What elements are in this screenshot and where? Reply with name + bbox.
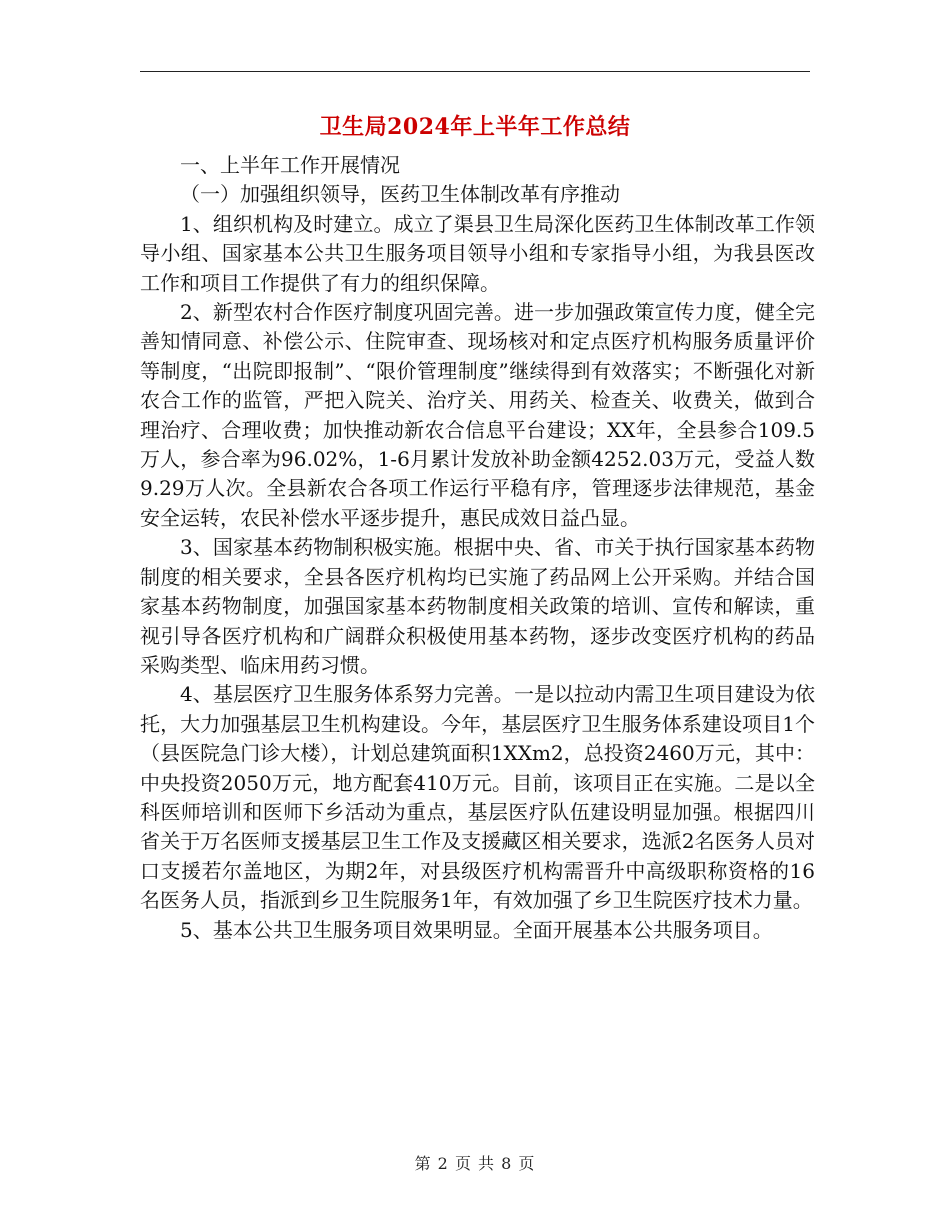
section-heading: 一、上半年工作开展情况 [180,153,400,177]
paragraph-3: 3、国家基本药物制积极实施。根据中央、省、市关于执行国家基本药物制度的相关要求，全县各医疗机构均已实施了药品网上公开采购。并结合国家基本药物制度，加强国家基本药物制度相关政策的培训、宣传和解读，重视引导各医疗机构和广阔群众积极使用基本药物，逐步改变医疗机构的药品采购类型、临床用药习惯。 [140,535,815,677]
document-body [140,151,815,945]
paragraph-1: 1、组织机构及时建立。成立了渠县卫生局深化医药卫生体制改革工作领导小组、国家基本公共卫生服务项目领导小组和专家指导小组，为我县医改工作和项目工作提供了有力的组织保障。 [140,211,815,295]
paragraph-4: 4、基层医疗卫生服务体系努力完善。一是以拉动内需卫生项目建设为依托，大力加强基层卫生机构建设。今年，基层医疗卫生服务体系建设项目1个（县医院急门诊大楼），计划总建筑面积1XXm2，总投资2460万元，其中：中央投资2050万元，地方配套410万元。目前，该项目正在实施。二是以全科医师培训和医师下乡活动为重点，基层医疗队伍建设明显加强。根据四川省关于万名医师支援基层卫生工作及支援藏区相关要求，选派2名医务人员对口支援若尔盖地区，为期2年，对县级医疗机构需晋升中高级职称资格的16名医务人员，指派到乡卫生院服务1年，有效加强了乡卫生院医疗技术力量。 [140,682,815,913]
document-title: 卫生局2024年上半年工作总结 [319,114,631,140]
paragraph-5: 5、基本公共卫生服务项目效果明显。全面开展基本公共服务项目。 [180,917,773,942]
page-number: 第 2 页 共 8 页 [414,1154,536,1173]
header-rule [140,71,810,72]
paragraph-2: 2、新型农村合作医疗制度巩固完善。进一步加强政策宣传力度，健全完善知情同意、补偿公示、住院审查、现场核对和定点医疗机构服务质量评价等制度，“出院即报制”、“限价管理制度”继续得到有效落实；不断强化对新农合工作的监管，严把入院关、治疗关、用药关、检查关、收费关，做到合理治疗、合理收费；加快推动新农合信息平台建设；XX年，全县参合109.5万人，参合率为96.02%，1-6月累计发放补助金额4252.03万元，受益人数9.29万人次。全县新农合各项工作运行平稳有序，管理逐步法律规范，基金安全运转，农民补偿水平逐步提升，惠民成效日益凸显。 [140,300,815,530]
subsection-heading: （一）加强组织领导，医药卫生体制改革有序推动 [180,182,620,207]
